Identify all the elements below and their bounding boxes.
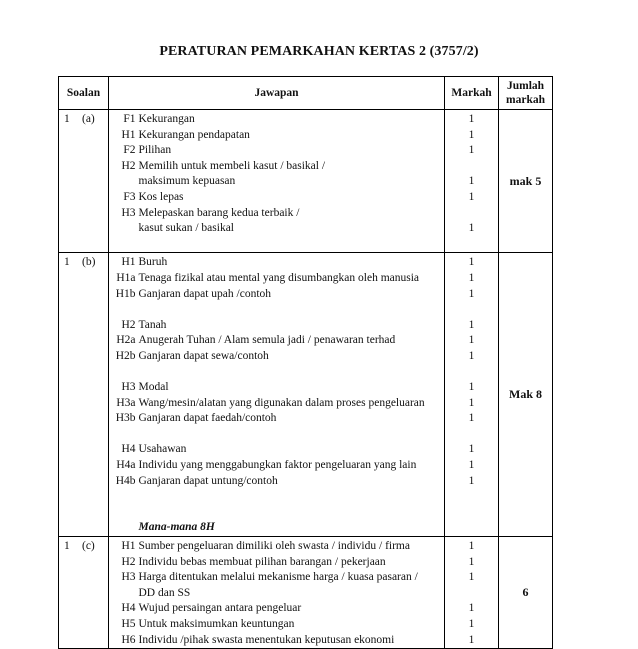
question-part: (a) (82, 113, 95, 125)
mark-value (445, 427, 498, 443)
page-title: PERATURAN PEMARKAHAN KERTAS 2 (3757/2) (159, 44, 479, 59)
mark-value: 1 (468, 633, 475, 646)
question-row (59, 537, 553, 649)
mark-value: 1 (468, 618, 475, 630)
answer-code: H3 (121, 206, 136, 219)
mark-value (445, 206, 498, 222)
answer-text (137, 489, 445, 505)
answer-text: Individu yang menggabungkan faktor pengeluaran yang lain (138, 459, 417, 472)
answer-text: Individu bebas membuat pilihan barangan / pekerjaan (138, 555, 386, 568)
mark-value: 1 (468, 222, 475, 235)
question-row (59, 110, 553, 253)
question-part: (c) (82, 540, 95, 553)
answer-text: Usahawan (138, 443, 187, 456)
answer-code: F3 (123, 190, 136, 203)
scoring-note: Mana-mana 8H (138, 521, 215, 534)
mark-value: 1 (468, 318, 475, 331)
answer-text: Ganjaran dapat upah /contoh (138, 287, 272, 300)
answer-text (137, 302, 445, 318)
answer-text: Kekurangan pendapatan (138, 128, 250, 141)
question-number-cell (59, 253, 109, 537)
answer-code: H5 (121, 618, 136, 630)
answer-text: kasut sukan / basikal (138, 222, 234, 235)
answer-code: H1 (121, 256, 136, 269)
mark-value: 1 (468, 144, 475, 157)
answer-code: H2b (115, 349, 136, 362)
answer-text: Sumber pengeluaran dimiliki oleh swasta / individu / firma (138, 540, 410, 553)
answer-code-cell (109, 253, 137, 537)
answer-code: H4 (121, 602, 136, 615)
header-jawapan: Jawapan (109, 77, 445, 110)
answer-code: H1 (121, 540, 136, 553)
question-number-cell (59, 537, 109, 649)
answer-code (109, 586, 137, 602)
answer-text: Harga ditentukan melalui mekanisme harga / kuasa pasaran / (138, 571, 418, 584)
marking-scheme-table (58, 76, 553, 649)
table-header-row (59, 77, 553, 110)
answer-text: maksimum kepuasan (138, 175, 236, 188)
answer-code: F2 (123, 144, 136, 157)
answer-code-cell (109, 537, 137, 649)
marking-scheme-table-wrapper (58, 76, 552, 649)
answer-code (109, 174, 137, 190)
mark-value: 1 (468, 175, 475, 188)
answer-text (137, 427, 445, 443)
mark-value: 1 (468, 271, 475, 284)
mark-value: 1 (468, 349, 475, 362)
answer-text: Melepaskan barang kedua terbaik / (138, 206, 300, 219)
mark-value: 1 (468, 128, 475, 141)
answer-text-cell (137, 537, 445, 649)
question-row (59, 253, 553, 537)
answer-code: H2 (121, 159, 136, 172)
mark-value (445, 302, 498, 318)
question-label (59, 255, 108, 271)
mark-value: 1 (468, 190, 475, 203)
header-jumlah-markah (499, 77, 553, 110)
mark-value: 1 (468, 381, 475, 394)
answer-text: Tenaga fizikal atau mental yang disumbangkan oleh manusia (138, 271, 420, 284)
answer-code (109, 365, 137, 381)
answer-code: H1b (115, 287, 136, 300)
question-label (59, 112, 108, 128)
answer-text: Wang/mesin/alatan yang digunakan dalam proses pengeluaran (138, 396, 425, 409)
mark-value (445, 365, 498, 381)
total-mark-cell: 6 (499, 537, 553, 649)
header-soalan: Soalan (59, 77, 109, 110)
mark-value: 1 (468, 443, 475, 456)
answer-code: H3b (115, 412, 136, 425)
answer-text: Memilih untuk membeli kasut / basikal / (138, 159, 326, 172)
answer-text: Ganjaran dapat sewa/contoh (138, 349, 269, 362)
answer-code (109, 505, 137, 521)
mark-value (445, 159, 498, 175)
question-number: 1 (64, 256, 70, 269)
mark-value (445, 586, 498, 602)
mark-value: 1 (468, 571, 475, 584)
question-number: 1 (64, 540, 70, 553)
answer-text: Buruh (138, 256, 168, 269)
mark-value: 1 (468, 459, 475, 472)
answer-code: H6 (121, 633, 136, 646)
answer-text: Tanah (138, 318, 167, 331)
answer-text: Modal (138, 381, 169, 394)
question-number: 1 (64, 113, 70, 125)
mark-cell (445, 253, 499, 537)
answer-code: H4a (116, 459, 136, 472)
answer-text (137, 505, 445, 521)
mark-value: 1 (468, 602, 475, 615)
question-label (59, 539, 108, 555)
answer-code: H2 (121, 555, 136, 568)
answer-code (109, 489, 137, 505)
question-part: (b) (82, 256, 96, 269)
total-mark-cell: mak 5 (499, 110, 553, 253)
mark-cell (445, 110, 499, 253)
answer-code (109, 302, 137, 318)
answer-text: Wujud persaingan antara pengeluar (138, 602, 302, 615)
answer-code: H2 (121, 318, 136, 331)
answer-text-cell (137, 110, 445, 253)
header-jumlah-line1: Jumlah (506, 80, 545, 92)
answer-text-cell (137, 253, 445, 537)
answer-text: Ganjaran dapat untung/contoh (138, 474, 278, 487)
answer-text: Kos lepas (138, 190, 184, 203)
mark-value: 1 (468, 540, 475, 553)
mark-value: 1 (468, 334, 475, 347)
mark-value: 1 (468, 474, 475, 487)
mark-value: 1 (468, 113, 475, 125)
spacer-line (137, 237, 445, 253)
answer-code: H2a (116, 334, 136, 347)
mark-value: 1 (468, 287, 475, 300)
question-number-cell (59, 110, 109, 253)
answer-text: Ganjaran dapat faedah/contoh (138, 412, 277, 425)
answer-code (109, 427, 137, 443)
answer-code (109, 221, 137, 237)
mark-cell (445, 537, 499, 649)
answer-text: Untuk maksimumkan keuntungan (138, 618, 295, 630)
answer-text: Individu /pihak swasta menentukan keputusan ekonomi (138, 633, 395, 646)
answer-code: H3a (116, 396, 136, 409)
answer-code: H3 (121, 571, 136, 584)
mark-value (445, 505, 498, 521)
answer-code-cell (109, 110, 137, 253)
answer-code: H1a (116, 271, 136, 284)
answer-code: H4b (115, 474, 136, 487)
answer-code: F1 (123, 113, 136, 125)
answer-text: Pilihan (138, 144, 172, 157)
answer-code: H3 (121, 381, 136, 394)
header-markah: Markah (445, 77, 499, 110)
answer-text: Anugerah Tuhan / Alam semula jadi / penawaran terhad (138, 334, 396, 347)
mark-value (445, 489, 498, 505)
mark-value: 1 (468, 396, 475, 409)
answer-text (137, 365, 445, 381)
mark-value: 1 (468, 412, 475, 425)
answer-text: DD dan SS (138, 586, 191, 599)
answer-code: H1 (121, 128, 136, 141)
header-jumlah-line2: markah (506, 94, 545, 106)
answer-text: Kekurangan (138, 113, 195, 125)
mark-value: 1 (468, 256, 475, 269)
mark-value: 1 (468, 555, 475, 568)
answer-code: H4 (121, 443, 136, 456)
total-mark-cell: Mak 8 (499, 253, 553, 537)
